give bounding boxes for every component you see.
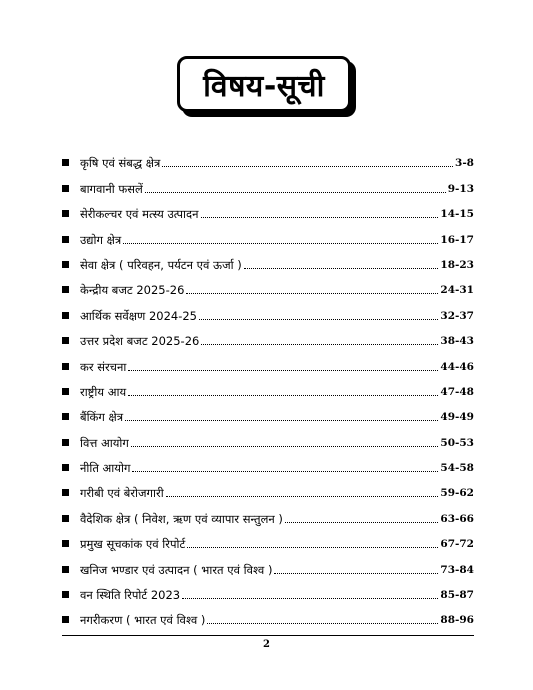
toc-entry[interactable]: [62, 577, 474, 602]
toc-entry-label: उद्योग क्षेत्र: [80, 232, 122, 247]
toc-entry-pages: 24-31: [440, 284, 474, 297]
toc-entry-pages: 14-15: [440, 208, 474, 221]
dot-leader: [187, 547, 438, 548]
square-bullet-icon: [62, 515, 69, 522]
square-bullet-icon: [62, 236, 69, 243]
toc-entry-pages: 88-96: [440, 614, 474, 627]
toc-entry[interactable]: [62, 348, 474, 373]
toc-entry-label: आर्थिक सर्वेक्षण 2024-25: [80, 308, 197, 323]
toc-entry[interactable]: [62, 526, 474, 551]
toc-entry[interactable]: [62, 475, 474, 500]
toc-entry-pages: 47-48: [440, 385, 474, 398]
dot-leader: [186, 293, 438, 294]
toc-entry-pages: 44-46: [440, 360, 474, 373]
toc-entry-pages: 32-37: [440, 309, 474, 322]
toc-entry-label: राष्ट्रीय आय: [80, 384, 127, 399]
dot-leader: [123, 243, 438, 244]
square-bullet-icon: [62, 413, 69, 420]
toc-entry-pages: 59-62: [440, 487, 474, 500]
square-bullet-icon: [62, 566, 69, 573]
toc-entry-label: सेवा क्षेत्र ( परिवहन, पर्यटन एवं ऊर्जा ): [80, 257, 242, 272]
toc-entry-label: उत्तर प्रदेश बजट 2025-26: [80, 334, 200, 349]
toc-entry[interactable]: [62, 196, 474, 221]
toc-entry[interactable]: [62, 450, 474, 475]
toc-entry[interactable]: [62, 500, 474, 525]
toc-entry-pages: 3-8: [455, 157, 474, 170]
toc-entry[interactable]: [62, 272, 474, 297]
toc-entry-pages: 50-53: [440, 436, 474, 449]
square-bullet-icon: [62, 210, 69, 217]
toc-entry-label: वैदेशिक क्षेत्र ( निवेश, ऋण एवं व्यापार सन्तुलन ): [80, 511, 283, 526]
toc-entry[interactable]: [62, 170, 474, 195]
dot-leader: [201, 344, 438, 345]
toc-entry-label: कर संरचना: [80, 359, 127, 374]
toc-entry[interactable]: [62, 145, 474, 170]
square-bullet-icon: [62, 261, 69, 268]
toc-entry-label: नीति आयोग: [80, 461, 131, 476]
toc-entry[interactable]: [62, 297, 474, 322]
dot-leader: [182, 598, 438, 599]
footer-divider: [62, 635, 474, 636]
square-bullet-icon: [62, 337, 69, 344]
toc-entry[interactable]: [62, 399, 474, 424]
dot-leader: [128, 395, 438, 396]
dot-leader: [162, 166, 453, 167]
toc-entry-label: बैंकिंग क्षेत्र: [80, 410, 124, 425]
toc-entry-label: नगरीकरण ( भारत एवं विश्व ): [80, 613, 206, 628]
toc-entry[interactable]: [62, 602, 474, 627]
toc-entry-pages: 67-72: [440, 538, 474, 551]
toc-entry[interactable]: [62, 424, 474, 449]
dot-leader: [274, 573, 438, 574]
square-bullet-icon: [62, 616, 69, 623]
toc-entry-label: खनिज भण्डार एवं उत्पादन ( भारत एवं विश्व ): [80, 562, 273, 577]
toc-entry-pages: 85-87: [440, 589, 474, 602]
toc-entry-label: वन स्थिति रिपोर्ट 2023: [80, 588, 181, 603]
square-bullet-icon: [62, 312, 69, 319]
toc-entry-pages: 38-43: [440, 335, 474, 348]
toc-entry-label: केन्द्रीय बजट 2025-26: [80, 283, 185, 298]
toc-entry-label: वित्त आयोग: [80, 435, 129, 450]
toc-entry-pages: 16-17: [440, 233, 474, 246]
toc-entry[interactable]: [62, 323, 474, 348]
toc-entry-pages: 9-13: [447, 182, 474, 195]
dot-leader: [201, 217, 439, 218]
toc-entry-pages: 73-84: [440, 563, 474, 576]
toc-entry[interactable]: [62, 551, 474, 576]
page-title: विषय-सूची: [177, 56, 351, 112]
square-bullet-icon: [62, 489, 69, 496]
dot-leader: [128, 370, 438, 371]
dot-leader: [125, 420, 438, 421]
dot-leader: [285, 522, 439, 523]
toc-entry-label: बागवानी फसलें: [80, 181, 143, 196]
square-bullet-icon: [62, 363, 69, 370]
square-bullet-icon: [62, 185, 69, 192]
dot-leader: [166, 496, 439, 497]
square-bullet-icon: [62, 591, 69, 598]
toc-entry-label: सेरीकल्चर एवं मत्स्य उत्पादन: [80, 207, 199, 222]
square-bullet-icon: [62, 540, 69, 547]
table-of-contents: [62, 145, 474, 627]
toc-entry-pages: 49-49: [440, 411, 474, 424]
dot-leader: [131, 446, 439, 447]
square-bullet-icon: [62, 464, 69, 471]
page-number: 2: [263, 639, 270, 650]
square-bullet-icon: [62, 286, 69, 293]
dot-leader: [199, 319, 438, 320]
square-bullet-icon: [62, 439, 69, 446]
dot-leader: [244, 268, 439, 269]
dot-leader: [132, 471, 438, 472]
toc-entry-pages: 54-58: [440, 462, 474, 475]
toc-entry-label: गरीबी एवं बेरोजगारी: [80, 486, 164, 501]
toc-entry[interactable]: [62, 221, 474, 246]
square-bullet-icon: [62, 388, 69, 395]
toc-entry[interactable]: [62, 247, 474, 272]
toc-entry[interactable]: [62, 374, 474, 399]
dot-leader: [207, 623, 438, 624]
toc-entry-label: प्रमुख सूचकांक एवं रिपोर्ट: [80, 537, 186, 552]
toc-entry-label: कृषि एवं संबद्ध क्षेत्र: [80, 156, 161, 171]
square-bullet-icon: [62, 159, 69, 166]
dot-leader: [145, 192, 446, 193]
toc-entry-pages: 63-66: [440, 512, 474, 525]
toc-entry-pages: 18-23: [440, 258, 474, 271]
